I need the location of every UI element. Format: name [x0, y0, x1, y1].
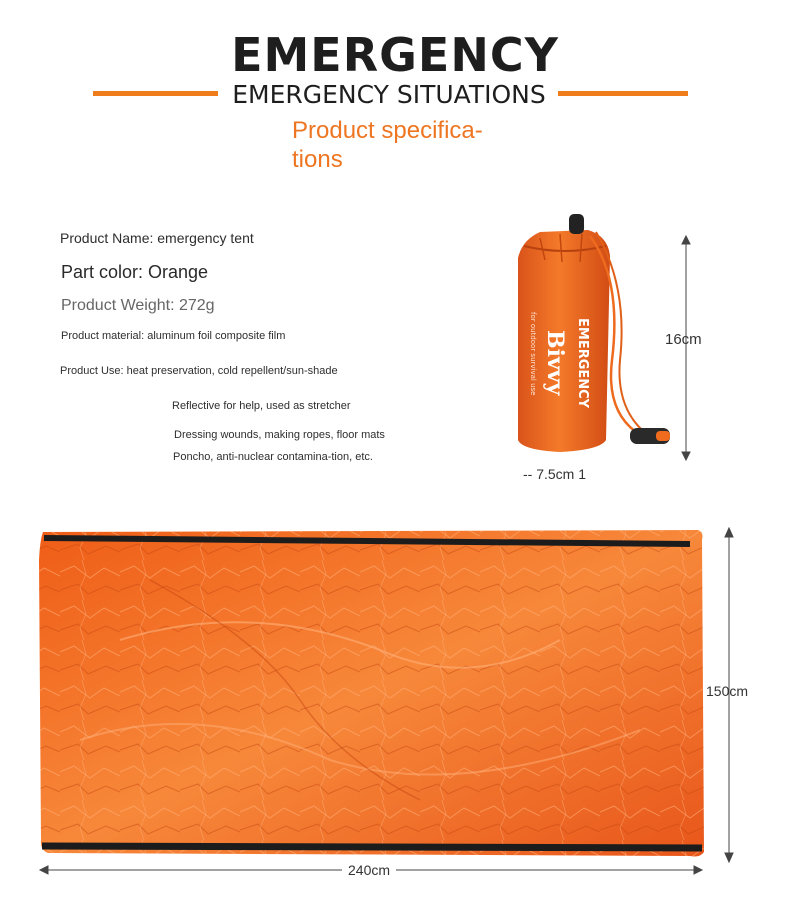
spec-weight: Product Weight: 272g: [61, 297, 215, 314]
bag-height-arrow: [682, 236, 690, 460]
bag-width-label: -- 7.5cm 1: [523, 466, 587, 482]
blanket-width-label: 240cm: [342, 862, 396, 878]
bag-label-top: EMERGENCY: [575, 318, 590, 409]
spec-product-name: Product Name: emergency tent: [60, 230, 254, 246]
spec-use: Product Use: heat preservation, cold repellent/sun-shade: [60, 365, 338, 377]
blanket-image: [39, 530, 704, 857]
bag-label-main: Bivvy: [542, 330, 568, 396]
blanket-height-label: 150cm: [706, 683, 749, 699]
spec-use-dressing: Dressing wounds, making ropes, floor mats: [174, 429, 385, 441]
spec-material: Product material: aluminum foil composite film: [61, 330, 286, 342]
stuff-sack-image: [518, 214, 670, 452]
spec-part-color: Part color: Orange: [61, 262, 209, 282]
bag-height-label: 16cm: [665, 331, 702, 348]
page-subtitle: EMERGENCY SITUATIONS: [232, 80, 546, 109]
spec-use-poncho: Poncho, anti-nuclear contamina-tion, etc.: [173, 451, 373, 463]
page-title: EMERGENCY: [231, 28, 559, 82]
spec-heading: Product specifica-tions: [292, 117, 483, 173]
bag-label-small: for outdoor survival use: [529, 312, 537, 396]
spec-use-reflective: Reflective for help, used as stretcher: [172, 400, 351, 412]
